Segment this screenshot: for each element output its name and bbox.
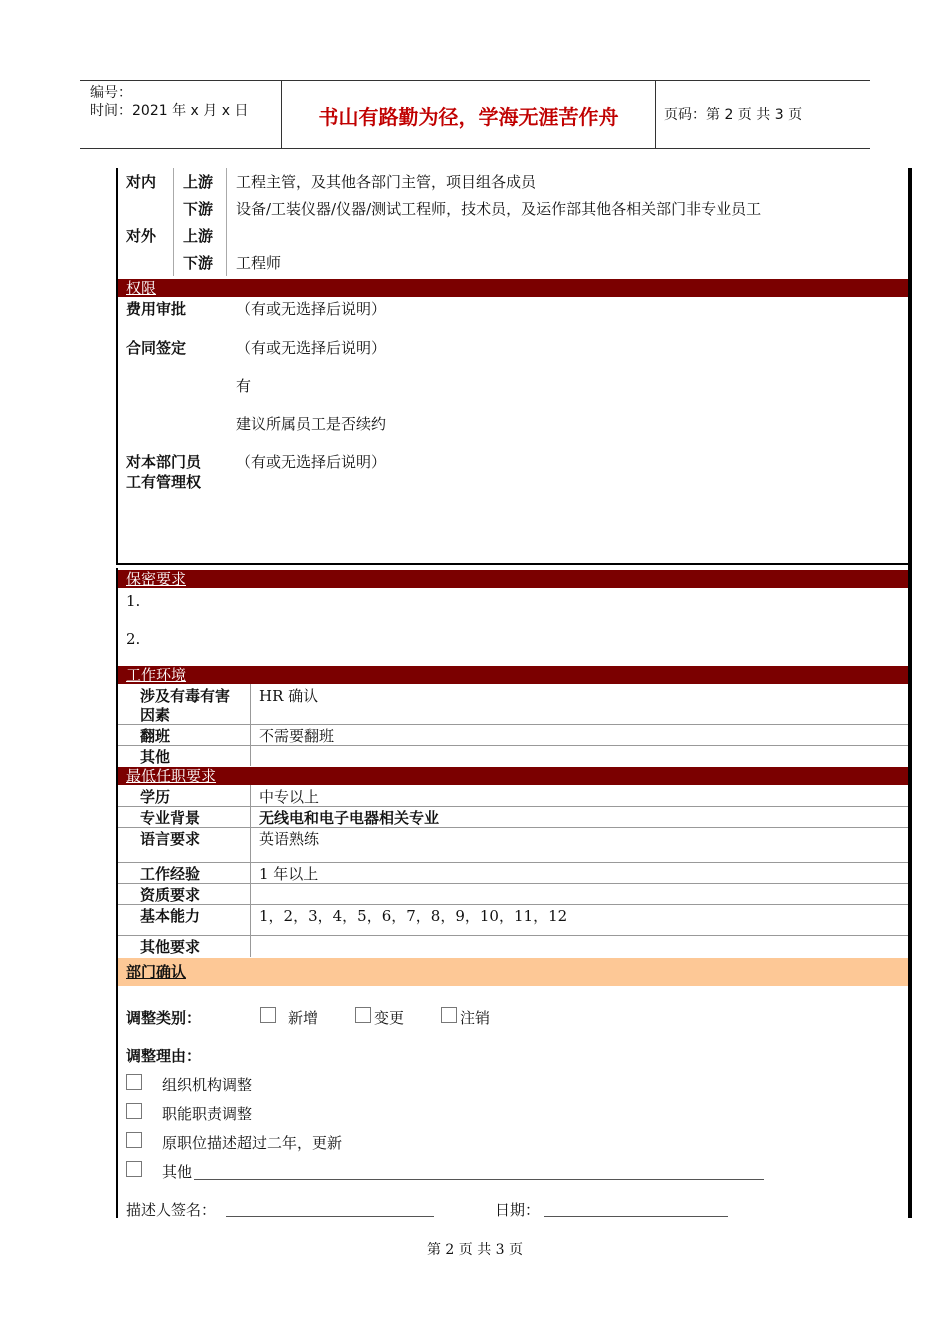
env-row-label: 涉及有毒有害	[140, 687, 231, 705]
type-new-checkbox[interactable]	[260, 1007, 276, 1023]
external-upstream-label: 上游	[183, 227, 214, 245]
authority-has-value: 有	[236, 377, 252, 395]
req-row-label: 基本能力	[140, 907, 201, 925]
table-row-rule	[118, 935, 908, 936]
req-row-label: 资质要求	[140, 886, 201, 904]
type-cancel-checkbox[interactable]	[441, 1007, 457, 1023]
header-divider	[655, 80, 656, 149]
renewal-suggestion-value: 建议所属员工是否续约	[236, 415, 387, 433]
expense-approval-label: 费用审批	[126, 300, 187, 318]
external-label: 对外	[126, 227, 157, 245]
authority-section-header: 权限	[118, 279, 908, 297]
table-row-rule	[118, 883, 908, 884]
req-row-label: 专业背景	[140, 809, 201, 827]
environment-table-divider	[250, 684, 251, 766]
expense-approval-value: （有或无选择后说明）	[236, 300, 387, 318]
contract-signing-label: 合同签定	[126, 339, 187, 357]
reason-label: 职能职责调整	[162, 1105, 253, 1123]
date-field[interactable]	[544, 1216, 728, 1217]
req-row-value: 1，2，3，4，5，6，7，8，9，10，11，12	[259, 907, 568, 925]
table-row-rule	[118, 724, 908, 725]
reason-checkbox[interactable]	[126, 1074, 142, 1090]
doc-number-label: 编号：	[90, 85, 132, 101]
req-row-value: 中专以上	[259, 788, 320, 806]
staff-management-label: 工有管理权	[126, 473, 202, 491]
internal-upstream-label: 上游	[183, 173, 214, 191]
env-row-label: 因素	[140, 706, 171, 724]
env-row-label: 其他	[140, 748, 171, 766]
relations-divider	[173, 168, 174, 276]
signer-field[interactable]	[226, 1216, 434, 1217]
req-row-value: 无线电和电子电器相关专业	[259, 809, 440, 827]
confidentiality-item: 2.	[126, 630, 141, 648]
relations-divider	[226, 168, 227, 276]
type-change-checkbox[interactable]	[355, 1007, 371, 1023]
req-row-label: 其他要求	[140, 938, 201, 956]
header-bottom-rule	[80, 148, 870, 149]
header-page-label: 页码：第 2 页 共 3 页	[664, 107, 803, 123]
header-slogan: 书山有路勤为径，学海无涯苦作舟	[318, 105, 619, 129]
doc-time-label: 时间：2021 年 x 月 x 日	[90, 103, 249, 119]
frame-right-border	[908, 168, 912, 1218]
reason-checkbox[interactable]	[126, 1161, 142, 1177]
reason-label: 组织机构调整	[162, 1076, 253, 1094]
reason-checkbox[interactable]	[126, 1132, 142, 1148]
reason-label: 其他	[162, 1163, 193, 1181]
date-label: 日期：	[495, 1201, 541, 1219]
req-row-label: 语言要求	[140, 830, 201, 848]
table-row-rule	[118, 827, 908, 828]
requirements-section-header: 最低任职要求	[118, 767, 908, 785]
signer-label: 描述人签名：	[126, 1201, 217, 1219]
req-row-value: 英语熟练	[259, 830, 320, 848]
type-new-label: 新增	[288, 1009, 319, 1027]
requirements-table-divider	[250, 785, 251, 957]
adjust-type-label: 调整类别：	[126, 1009, 202, 1027]
type-change-label: 变更	[374, 1009, 405, 1027]
req-row-label: 学历	[140, 788, 171, 806]
footer-page-number: 第 2 页 共 3 页	[426, 1242, 524, 1258]
type-cancel-label: 注销	[460, 1009, 491, 1027]
environment-section-header: 工作环境	[118, 666, 908, 684]
confidentiality-section-header: 保密要求	[118, 570, 908, 588]
table-row-rule	[118, 904, 908, 905]
env-row-value: 不需要翻班	[259, 727, 335, 745]
table-row-rule	[118, 745, 908, 746]
external-downstream-label: 下游	[183, 254, 214, 272]
table-row-rule	[118, 806, 908, 807]
staff-management-value: （有或无选择后说明）	[236, 453, 387, 471]
adjust-reason-label: 调整理由：	[126, 1047, 202, 1065]
internal-downstream-value: 设备/工装仪器/仪器/测试工程师，技术员，及运作部其他各相关部门非专业员工	[236, 200, 762, 218]
env-row-label: 翻班	[140, 727, 171, 745]
internal-upstream-value: 工程主管，及其他各部门主管，项目组各成员	[236, 173, 537, 191]
frame-left-border	[116, 168, 118, 565]
req-row-value: 1 年以上	[259, 865, 319, 883]
header-top-rule	[80, 80, 870, 81]
staff-management-label: 对本部门员	[126, 453, 202, 471]
confidentiality-item: 1.	[126, 592, 141, 610]
req-row-label: 工作经验	[140, 865, 201, 883]
internal-label: 对内	[126, 173, 157, 191]
frame-section-divider	[116, 563, 912, 565]
contract-signing-value: （有或无选择后说明）	[236, 339, 387, 357]
internal-downstream-label: 下游	[183, 200, 214, 218]
table-row-rule	[118, 862, 908, 863]
env-row-value: HR 确认	[259, 687, 319, 705]
reason-label: 原职位描述超过二年，更新	[162, 1134, 343, 1152]
reason-checkbox[interactable]	[126, 1103, 142, 1119]
confirmation-section-header: 部门确认	[118, 958, 908, 986]
other-reason-field[interactable]	[194, 1179, 764, 1180]
external-downstream-value: 工程师	[236, 254, 282, 272]
